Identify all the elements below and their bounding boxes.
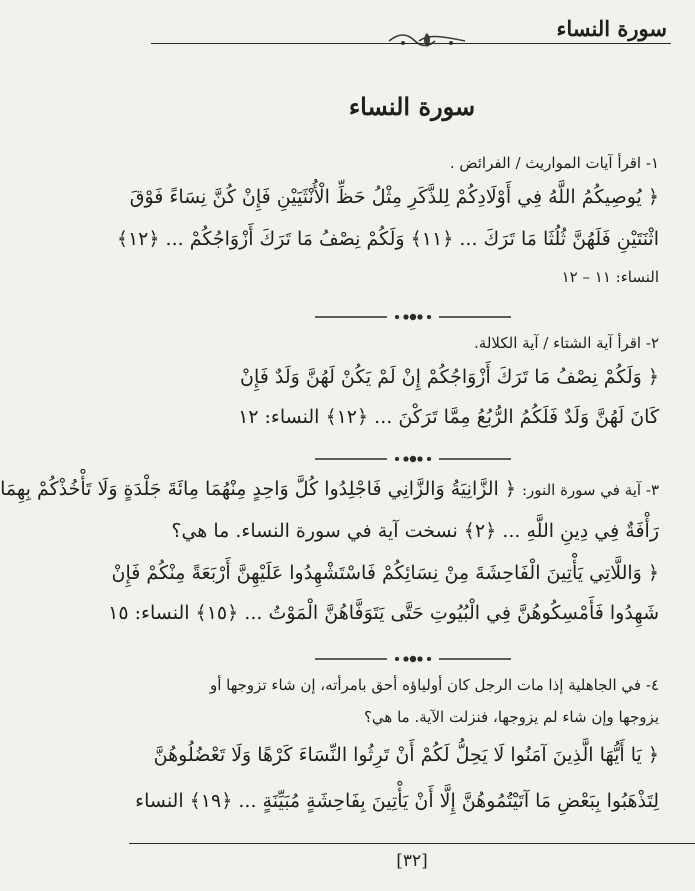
section-3-label: ٣- آية في سورة النور: [522, 481, 659, 499]
page-number: [٣٢] [396, 851, 428, 871]
page-title: سورة النساء [348, 92, 476, 121]
section-4-label: ٤- في الجاهلية إذا مات الرجل كان أولياؤه أحق بامرأته، إن شاء تزوجها أو [210, 676, 659, 694]
header-divider [151, 43, 671, 44]
section-3-verse-line-1: ﴿ الزَّانِيَةُ وَالزَّانِي فَاجْلِدُوا كُلَّ وَاحِدٍ مِنْهُمَا مِائَةَ جَلْدَةٍ وَلَا تَأْخُذْكُمْ بِهِمَا [0, 478, 516, 500]
section-1-reference: النساء: ١١ – ١٢ [561, 268, 659, 286]
section-4-verse-line-2: لِتَذْهَبُوا بِبَعْضِ مَا آتَيْتُمُوهُنَّ إِلَّا أَنْ يَأْتِينَ بِفَاحِشَةٍ مُبَيِّنَةٍ ... ﴿١٩﴾ النساء [135, 790, 659, 812]
section-divider-ornament-icon [313, 452, 513, 466]
section-1-verse-line-2: اثْنَتَيْنِ فَلَهُنَّ ثُلُثَا مَا تَرَكَ ... ﴿١١﴾ وَلَكُمْ نِصْفُ مَا تَرَكَ أَزْوَاجُكُمْ ... ﴿١٢﴾ [116, 228, 659, 250]
page-header [129, 0, 695, 56]
section-2-label: ٢- اقرأ آية الشتاء / آية الكلالة. [474, 334, 659, 352]
header-title: سورة النساء [556, 16, 667, 41]
section-4-question: يزوجها وإن شاء لم يزوجها، فنزلت الآية. ما هي؟ [363, 708, 659, 726]
footer-divider [129, 843, 695, 844]
section-2-verse-line-1: ﴿ وَلَكُمْ نِصْفُ مَا تَرَكَ أَزْوَاجُكُمْ إِنْ لَمْ يَكُنْ لَهُنَّ وَلَدٌ فَإِنْ [240, 366, 659, 388]
section-divider-ornament-icon [313, 652, 513, 666]
section-divider-ornament-icon [313, 310, 513, 324]
section-4-verse-line-1: ﴿ يَا أَيُّهَا الَّذِينَ آمَنُوا لَا يَحِلُّ لَكُمْ أَنْ تَرِثُوا النِّسَاءَ كَرْهًا وَلَا تَعْضُلُوهُنَّ [153, 744, 659, 766]
header-ornament-icon [385, 27, 469, 55]
section-2-verse-line-2: كَانَ لَهُنَّ وَلَدٌ فَلَكُمُ الرُّبُعُ مِمَّا تَرَكْنَ ... ﴿١٢﴾ النساء: ١٢ [238, 406, 659, 428]
section-3-verse-line-4: شَهِدُوا فَأَمْسِكُوهُنَّ فِي الْبُيُوتِ حَتَّى يَتَوَفَّاهُنَّ الْمَوْتُ ... ﴿١٥﴾ النساء: ١٥ [108, 602, 659, 624]
section-3-verse-line-3: ﴿ وَاللَّاتِي يَأْتِينَ الْفَاحِشَةَ مِنْ نِسَائِكُمْ فَاسْتَشْهِدُوا عَلَيْهِنَّ أَرْبَعَةً مِنْكُمْ فَإِنْ [111, 562, 659, 584]
section-1-verse-line-1: ﴿ يُوصِيكُمُ اللَّهُ فِي أَوْلَادِكُمْ لِلذَّكَرِ مِثْلُ حَظِّ الْأُنْثَيَيْنِ فَإِنْ كُنَّ نِسَاءً فَوْقَ [129, 186, 659, 208]
section-3-intro-line [0, 478, 659, 500]
section-3-verse-line-2: رَأْفَةٌ فِي دِينِ اللَّهِ ... ﴿٢﴾ نسخت آية في سورة النساء. ما هي؟ [171, 520, 659, 542]
section-1-label: ١- اقرأ آيات المواريث / الفرائض . [449, 154, 659, 172]
